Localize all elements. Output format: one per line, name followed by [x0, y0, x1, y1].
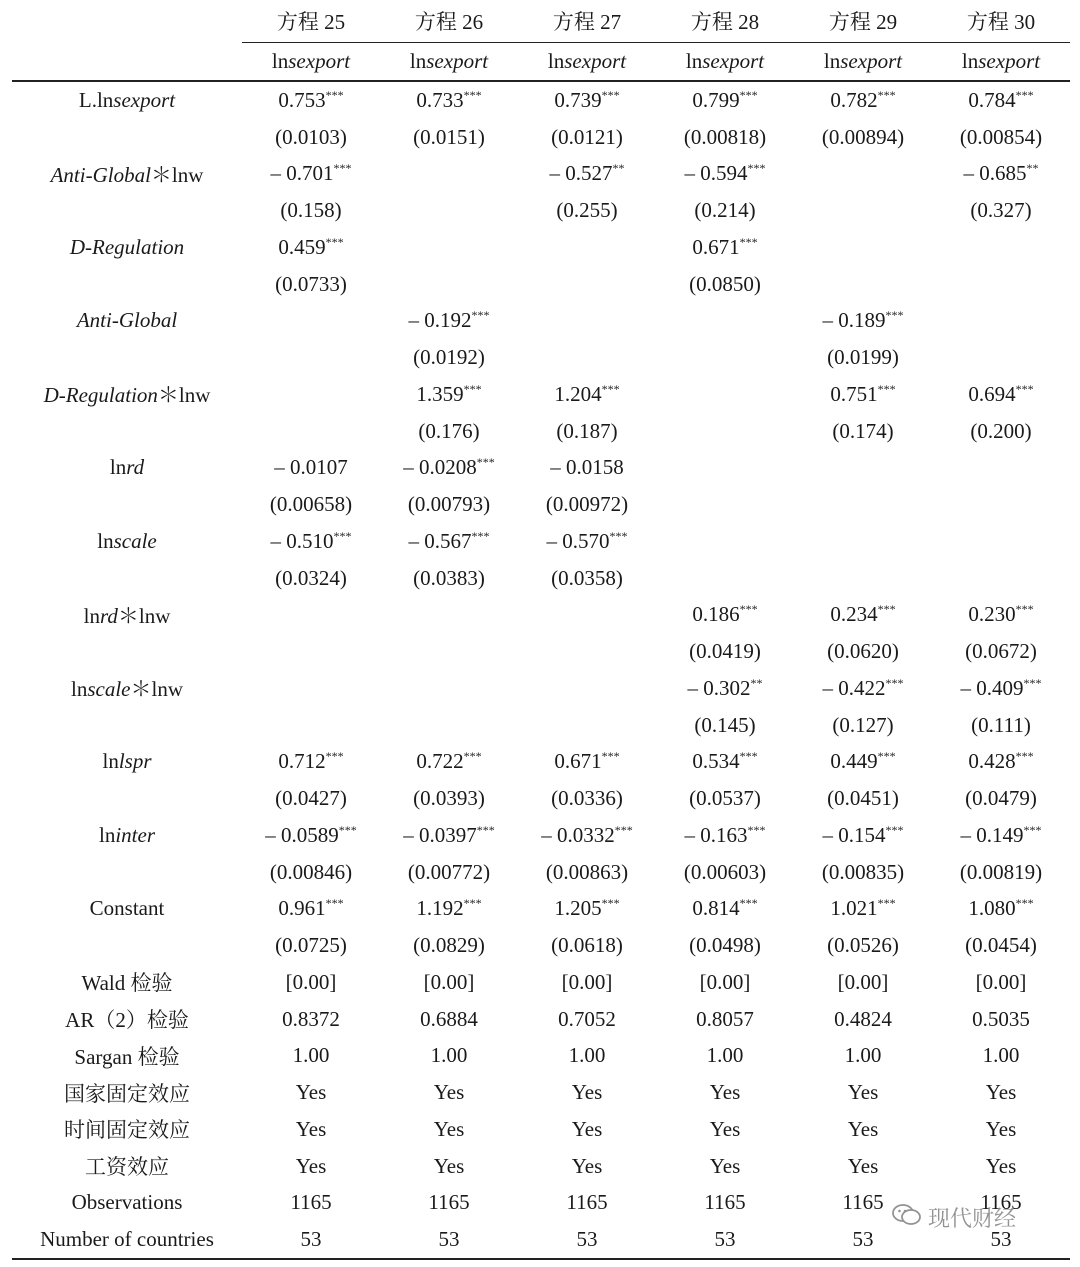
row-label: Anti-Global＊lnw	[50, 162, 204, 187]
table-cell	[380, 633, 518, 670]
table-row	[12, 597, 1070, 634]
table-cell	[242, 597, 380, 634]
table-cell: 0.8057	[696, 1006, 754, 1031]
table-cell	[794, 560, 932, 597]
table-cell: (0.187)	[556, 418, 618, 443]
table-cell	[932, 523, 1070, 560]
table-cell	[932, 450, 1070, 487]
table-cell: (0.00793)	[407, 492, 491, 517]
table-body	[12, 81, 1070, 1259]
table-cell: 0.961***	[278, 896, 344, 921]
table-cell: [0.00]	[285, 969, 337, 994]
table-cell: (0.0451)	[827, 786, 899, 811]
table-row	[12, 266, 1070, 303]
row-label	[12, 339, 242, 376]
table-cell: (0.255)	[556, 198, 618, 223]
table-cell: 1165	[566, 1190, 608, 1215]
table-cell: (0.0199)	[827, 345, 899, 370]
table-cell	[656, 376, 794, 413]
dependent-variable-row	[12, 43, 1070, 82]
regression-results-table	[12, 0, 1070, 1260]
table-cell: Yes	[709, 1153, 741, 1178]
row-label: 国家固定效应	[64, 1081, 190, 1106]
table-cell	[932, 266, 1070, 303]
table-row	[12, 964, 1070, 1001]
watermark	[892, 1202, 1016, 1233]
table-cell: 0.814***	[692, 896, 758, 921]
row-label: lnlspr	[102, 749, 152, 774]
table-cell: (0.00854)	[959, 124, 1043, 149]
table-cell: – 0.0589***	[265, 822, 357, 847]
table-cell: [0.00]	[561, 969, 613, 994]
table-cell: 1165	[704, 1190, 746, 1215]
table-cell: 1.205***	[554, 896, 620, 921]
table-cell	[242, 707, 380, 744]
table-cell: – 0.0332***	[541, 822, 633, 847]
table-cell: 0.459***	[278, 234, 344, 259]
table-row	[12, 1038, 1070, 1075]
table-cell: [0.00]	[837, 969, 889, 994]
row-label: Constant	[89, 896, 165, 921]
table-cell: 0.671***	[554, 749, 620, 774]
table-row	[12, 303, 1070, 340]
table-cell	[794, 486, 932, 523]
table-cell: – 0.0158	[550, 455, 624, 480]
table-cell: 0.753***	[278, 87, 344, 112]
row-label: AR（2）检验	[65, 1008, 189, 1033]
table-cell: (0.00603)	[683, 859, 767, 884]
table-cell: 1.021***	[830, 896, 896, 921]
column-header-row	[12, 0, 1070, 43]
table-cell: 0.733***	[416, 87, 482, 112]
table-cell	[380, 229, 518, 266]
row-label	[12, 927, 242, 964]
table-cell: [0.00]	[423, 969, 475, 994]
table-cell	[518, 229, 656, 266]
table-cell: (0.00818)	[683, 124, 767, 149]
table-cell: (0.0192)	[413, 345, 485, 370]
table-cell: 1165	[290, 1190, 332, 1215]
table-cell: (0.0419)	[689, 639, 761, 664]
table-cell: (0.0383)	[413, 565, 485, 590]
table-cell: 1.080***	[968, 896, 1034, 921]
table-row	[12, 486, 1070, 523]
table-cell: (0.0427)	[275, 786, 347, 811]
row-label: lnscale＊lnw	[71, 677, 183, 702]
table-cell: 0.671***	[692, 234, 758, 259]
table-cell: Yes	[985, 1080, 1017, 1105]
table-cell	[656, 303, 794, 340]
table-row	[12, 81, 1070, 119]
table-cell	[242, 303, 380, 340]
table-cell	[518, 707, 656, 744]
table-row	[12, 854, 1070, 891]
row-label	[12, 192, 242, 229]
table-row	[12, 523, 1070, 560]
table-cell: 1.00	[844, 1043, 882, 1068]
table-cell	[518, 633, 656, 670]
table-cell: 53	[656, 1221, 794, 1259]
regression-table-container	[12, 0, 1070, 1260]
table-cell: 1.00	[430, 1043, 468, 1068]
table-cell: 0.751***	[830, 381, 896, 406]
table-cell: (0.0620)	[827, 639, 899, 664]
table-cell: Yes	[985, 1153, 1017, 1178]
table-cell: – 0.163***	[684, 822, 766, 847]
table-cell: 0.7052	[558, 1006, 616, 1031]
row-label	[12, 413, 242, 450]
table-cell: (0.0479)	[965, 786, 1037, 811]
table-cell: Yes	[295, 1080, 327, 1105]
table-cell: 1.00	[982, 1043, 1020, 1068]
table-cell	[518, 670, 656, 707]
table-cell: 0.712***	[278, 749, 344, 774]
table-row	[12, 192, 1070, 229]
table-cell: 0.739***	[554, 87, 620, 112]
table-cell	[242, 413, 380, 450]
table-cell: (0.0393)	[413, 786, 485, 811]
table-cell: 53	[518, 1221, 656, 1259]
table-cell: (0.0336)	[551, 786, 623, 811]
table-cell: – 0.154***	[822, 822, 904, 847]
column-header: 方程 25	[242, 0, 380, 43]
table-cell: (0.00894)	[821, 124, 905, 149]
table-cell	[518, 339, 656, 376]
dependent-variable: lnsexport	[685, 49, 765, 73]
table-row	[12, 1111, 1070, 1148]
table-cell: (0.214)	[694, 198, 756, 223]
table-row	[12, 376, 1070, 413]
wechat-icon	[892, 1203, 928, 1233]
table-cell: 0.5035	[972, 1006, 1030, 1031]
table-cell: (0.0672)	[965, 639, 1037, 664]
row-label	[12, 560, 242, 597]
table-cell: (0.00972)	[545, 492, 629, 517]
row-label	[12, 266, 242, 303]
table-cell: – 0.149***	[960, 822, 1042, 847]
table-cell: (0.0618)	[551, 933, 623, 958]
table-cell	[794, 229, 932, 266]
dependent-corner	[12, 43, 242, 82]
table-cell: 1.192***	[416, 896, 482, 921]
table-cell: 0.8372	[282, 1006, 340, 1031]
table-cell: 0.694***	[968, 381, 1034, 406]
table-row	[12, 633, 1070, 670]
row-label: Wald 检验	[81, 971, 173, 996]
table-cell: 53	[794, 1221, 932, 1259]
table-cell: 1.00	[706, 1043, 744, 1068]
table-cell	[380, 266, 518, 303]
table-cell: 0.428***	[968, 749, 1034, 774]
table-cell: 1.00	[568, 1043, 606, 1068]
table-cell: [0.00]	[975, 969, 1027, 994]
table-cell: (0.145)	[694, 712, 756, 737]
column-header: 方程 28	[656, 0, 794, 43]
table-row	[12, 670, 1070, 707]
table-cell	[242, 376, 380, 413]
table-cell: – 0.0208***	[403, 455, 495, 480]
table-row	[12, 780, 1070, 817]
table-cell: (0.0358)	[551, 565, 623, 590]
table-cell: – 0.685**	[963, 161, 1039, 186]
table-cell	[656, 413, 794, 450]
dependent-variable: lnsexport	[961, 49, 1041, 73]
table-cell: (0.0526)	[827, 933, 899, 958]
table-cell: (0.0537)	[689, 786, 761, 811]
table-cell: 0.799***	[692, 87, 758, 112]
table-cell: (0.111)	[971, 712, 1031, 737]
table-cell	[656, 486, 794, 523]
table-cell: (0.00772)	[407, 859, 491, 884]
table-cell: 0.782***	[830, 87, 896, 112]
row-label: Number of countries	[12, 1221, 242, 1259]
table-cell: (0.00658)	[269, 492, 353, 517]
table-cell	[794, 523, 932, 560]
table-row	[12, 1148, 1070, 1185]
table-cell: Yes	[847, 1153, 879, 1178]
table-cell: 0.234***	[830, 602, 896, 627]
table-cell: 1165	[980, 1190, 1022, 1215]
row-label: 时间固定效应	[64, 1118, 190, 1143]
table-row	[12, 927, 1070, 964]
table-cell: 0.534***	[692, 749, 758, 774]
table-cell: Yes	[433, 1116, 465, 1141]
table-cell	[380, 597, 518, 634]
table-cell: 1.00	[292, 1043, 330, 1068]
table-row	[12, 1001, 1070, 1038]
table-cell: 1.204***	[554, 381, 620, 406]
table-cell	[932, 339, 1070, 376]
table-cell	[656, 450, 794, 487]
table-cell	[794, 192, 932, 229]
header-corner	[12, 0, 242, 43]
table-cell: (0.127)	[832, 712, 894, 737]
table-cell: Yes	[433, 1080, 465, 1105]
dependent-variable: lnsexport	[409, 49, 489, 73]
row-label	[12, 119, 242, 156]
table-cell: – 0.701***	[270, 161, 352, 186]
table-cell: (0.0733)	[275, 271, 347, 296]
row-label: D-Regulation	[69, 234, 185, 259]
table-cell: Yes	[847, 1080, 879, 1105]
table-cell: – 0.527**	[549, 161, 625, 186]
table-row	[12, 1074, 1070, 1111]
row-label	[12, 707, 242, 744]
dependent-variable: lnsexport	[271, 49, 351, 73]
table-cell: – 0.0107	[274, 455, 348, 480]
table-cell: Yes	[433, 1153, 465, 1178]
column-header: 方程 27	[518, 0, 656, 43]
table-cell: 53	[932, 1221, 1070, 1259]
row-label	[12, 486, 242, 523]
row-label: lnscale	[97, 528, 157, 553]
table-cell	[932, 486, 1070, 523]
table-row	[12, 413, 1070, 450]
dependent-variable: lnsexport	[823, 49, 903, 73]
table-cell: (0.327)	[970, 198, 1032, 223]
table-cell: 0.186***	[692, 602, 758, 627]
table-row	[12, 156, 1070, 193]
table-cell: 0.6884	[420, 1006, 478, 1031]
table-cell: Yes	[295, 1116, 327, 1141]
table-cell: 0.449***	[830, 749, 896, 774]
table-cell	[242, 339, 380, 376]
table-cell: (0.0498)	[689, 933, 761, 958]
table-cell	[794, 450, 932, 487]
table-cell: – 0.0397***	[403, 822, 495, 847]
table-cell: – 0.510***	[270, 528, 352, 553]
row-label	[12, 854, 242, 891]
table-cell: (0.00846)	[269, 859, 353, 884]
table-cell: 53	[242, 1221, 380, 1259]
table-cell	[380, 707, 518, 744]
row-label: lnrd＊lnw	[83, 603, 171, 628]
table-cell: (0.158)	[280, 198, 342, 223]
table-cell: (0.0454)	[965, 933, 1037, 958]
table-cell: Yes	[571, 1080, 603, 1105]
table-cell	[794, 266, 932, 303]
table-cell	[518, 266, 656, 303]
table-cell: (0.176)	[418, 418, 480, 443]
table-cell: – 0.302**	[687, 675, 763, 700]
table-cell: (0.174)	[832, 418, 894, 443]
table-cell	[656, 523, 794, 560]
table-cell: Yes	[709, 1080, 741, 1105]
table-cell: 0.722***	[416, 749, 482, 774]
table-cell: (0.0121)	[551, 124, 623, 149]
table-cell: Yes	[571, 1116, 603, 1141]
table-cell	[932, 229, 1070, 266]
table-cell: – 0.570***	[546, 528, 628, 553]
table-cell: – 0.594***	[684, 161, 766, 186]
table-cell: (0.00835)	[821, 859, 905, 884]
table-cell: (0.00863)	[545, 859, 629, 884]
table-row	[12, 560, 1070, 597]
table-cell	[242, 670, 380, 707]
table-cell: (0.0725)	[275, 933, 347, 958]
table-cell	[932, 560, 1070, 597]
table-row	[12, 817, 1070, 854]
table-cell	[794, 156, 932, 193]
table-cell: – 0.189***	[822, 308, 904, 333]
row-label: 工资效应	[85, 1155, 169, 1180]
table-cell	[518, 303, 656, 340]
table-row	[12, 229, 1070, 266]
table-cell: – 0.409***	[960, 675, 1042, 700]
table-row	[12, 450, 1070, 487]
table-cell: (0.0850)	[689, 271, 761, 296]
table-cell	[242, 633, 380, 670]
table-cell: Yes	[295, 1153, 327, 1178]
row-label: Observations	[71, 1190, 183, 1215]
row-label: Anti-Global	[76, 308, 178, 333]
table-cell: 0.4824	[834, 1006, 892, 1031]
row-label: Sargan 检验	[74, 1044, 180, 1069]
table-cell: Yes	[985, 1116, 1017, 1141]
table-cell: (0.0103)	[275, 124, 347, 149]
table-cell: Yes	[709, 1116, 741, 1141]
table-row	[12, 119, 1070, 156]
watermark-text: 现代财经	[928, 1207, 1017, 1232]
table-cell	[380, 156, 518, 193]
dependent-variable: lnsexport	[547, 49, 627, 73]
table-cell: – 0.192***	[408, 308, 490, 333]
table-cell: 1165	[842, 1190, 884, 1215]
table-row	[12, 744, 1070, 781]
row-label	[12, 780, 242, 817]
table-cell	[380, 192, 518, 229]
column-header: 方程 29	[794, 0, 932, 43]
table-cell: 1165	[428, 1190, 470, 1215]
table-cell	[656, 560, 794, 597]
table-cell	[932, 303, 1070, 340]
table-cell: (0.0324)	[275, 565, 347, 590]
table-cell: 0.784***	[968, 87, 1034, 112]
table-cell: 53	[380, 1221, 518, 1259]
table-cell	[380, 670, 518, 707]
column-header: 方程 26	[380, 0, 518, 43]
table-cell: (0.00819)	[959, 859, 1043, 884]
row-label: lnrd	[109, 455, 145, 480]
table-cell: (0.0151)	[413, 124, 485, 149]
row-label: D-Regulation＊lnw	[43, 383, 211, 408]
table-cell	[518, 597, 656, 634]
column-header: 方程 30	[932, 0, 1070, 43]
table-cell: 1.359***	[416, 381, 482, 406]
table-cell: Yes	[571, 1153, 603, 1178]
table-row	[12, 891, 1070, 928]
row-label: L.lnsexport	[78, 87, 176, 112]
table-cell: – 0.422***	[822, 675, 904, 700]
row-label	[12, 633, 242, 670]
row-label: lninter	[98, 822, 155, 847]
table-row	[12, 339, 1070, 376]
table-cell: 0.230***	[968, 602, 1034, 627]
table-cell: Yes	[847, 1116, 879, 1141]
table-cell: – 0.567***	[408, 528, 490, 553]
table-cell: [0.00]	[699, 969, 751, 994]
table-row	[12, 707, 1070, 744]
table-cell: (0.200)	[970, 418, 1032, 443]
table-cell	[656, 339, 794, 376]
table-cell: (0.0829)	[413, 933, 485, 958]
